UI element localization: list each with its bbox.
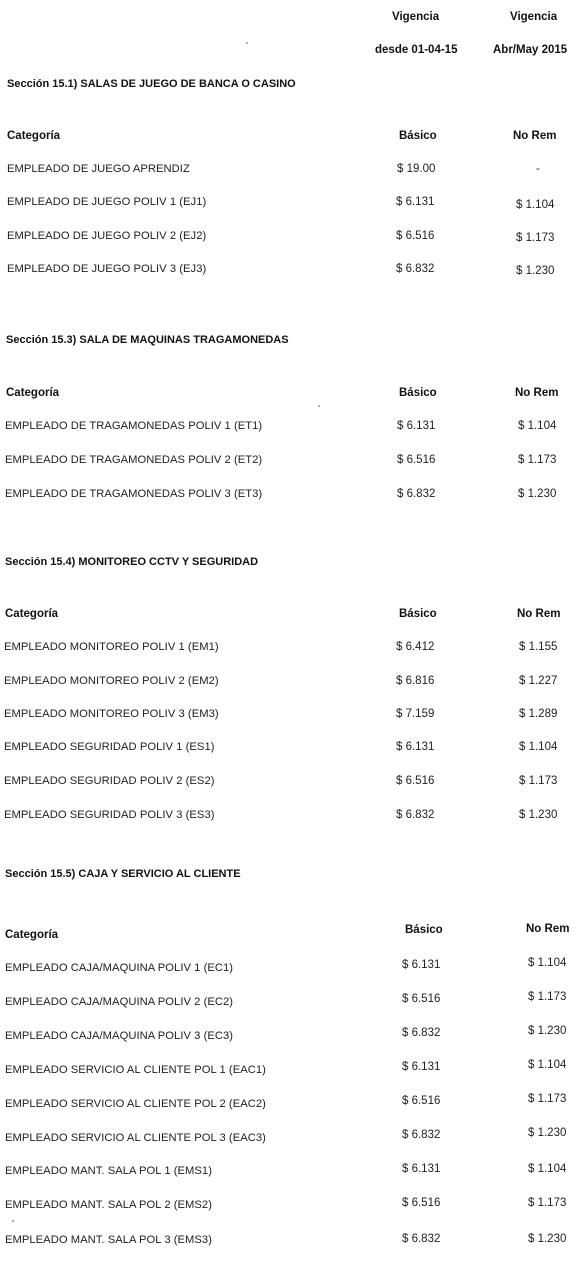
row-categoria: EMPLEADO SERVICIO AL CLIENTE POL 3 (EAC3)	[5, 1132, 266, 1144]
row-norem: $ 1.230	[516, 265, 555, 277]
row-norem: $ 1.230	[528, 1127, 567, 1139]
row-categoria: EMPLEADO CAJA/MAQUINA POLIV 1 (EC1)	[5, 962, 234, 974]
col-header-categoria: Categoría	[5, 608, 59, 620]
row-basico: $ 6.516	[396, 775, 435, 787]
scan-speck	[318, 405, 320, 407]
row-basico: $ 6.131	[396, 741, 435, 753]
row-categoria: EMPLEADO SEGURIDAD POLIV 1 (ES1)	[4, 741, 215, 753]
col-header-basico: Básico	[399, 130, 437, 142]
row-norem: -	[536, 163, 540, 175]
row-categoria: EMPLEADO DE JUEGO APRENDIZ	[7, 163, 190, 175]
row-basico: $ 6.516	[402, 1197, 441, 1209]
row-categoria: EMPLEADO DE TRAGAMONEDAS POLIV 1 (ET1)	[5, 420, 263, 432]
vigencia-1-label: Vigencia	[392, 11, 440, 23]
row-basico: $ 6.412	[396, 641, 435, 653]
row-basico: $ 6.832	[402, 1027, 441, 1039]
section-title: Sección 15.1) SALAS DE JUEGO DE BANCA O CASINO	[7, 78, 296, 90]
row-categoria: EMPLEADO SERVICIO AL CLIENTE POL 1 (EAC1)	[5, 1064, 266, 1076]
col-header-basico: Básico	[405, 924, 443, 936]
vigencia-1-date: desde 01-04-15	[375, 44, 458, 56]
row-norem: $ 1.230	[519, 809, 558, 821]
row-norem: $ 1.230	[518, 488, 557, 500]
row-norem: $ 1.104	[518, 420, 557, 432]
row-basico: $ 6.131	[396, 196, 435, 208]
row-basico: $ 7.159	[396, 708, 435, 720]
row-norem: $ 1.155	[519, 641, 558, 653]
col-header-norem: No Rem	[513, 130, 557, 142]
row-basico: $ 19.00	[397, 163, 436, 175]
row-norem: $ 1.104	[528, 1059, 567, 1071]
row-categoria: EMPLEADO CAJA/MAQUINA POLIV 3 (EC3)	[5, 1030, 234, 1042]
row-categoria: EMPLEADO MONITOREO POLIV 2 (EM2)	[4, 675, 219, 687]
row-norem: $ 1.230	[528, 1025, 567, 1037]
row-norem: $ 1.230	[528, 1233, 567, 1245]
row-norem: $ 1.104	[528, 957, 567, 969]
row-norem: $ 1.173	[528, 991, 567, 1003]
row-basico: $ 6.516	[396, 230, 435, 242]
row-basico: $ 6.131	[402, 1061, 441, 1073]
row-categoria: EMPLEADO MANT. SALA POL 1 (EMS1)	[5, 1165, 212, 1177]
row-norem: $ 1.173	[528, 1093, 567, 1105]
row-basico: $ 6.516	[402, 1095, 441, 1107]
row-categoria: EMPLEADO DE JUEGO POLIV 2 (EJ2)	[7, 230, 207, 242]
row-norem: $ 1.173	[516, 232, 555, 244]
row-norem: $ 1.104	[516, 199, 555, 211]
row-basico: $ 6.832	[397, 488, 436, 500]
row-norem: $ 1.173	[518, 454, 557, 466]
row-categoria: EMPLEADO CAJA/MAQUINA POLIV 2 (EC2)	[5, 996, 234, 1008]
row-norem: $ 1.289	[519, 708, 558, 720]
col-header-categoria: Categoría	[7, 130, 61, 142]
row-norem: $ 1.227	[519, 675, 558, 687]
col-header-norem: No Rem	[515, 387, 559, 399]
row-categoria: EMPLEADO DE TRAGAMONEDAS POLIV 2 (ET2)	[5, 454, 263, 466]
row-norem: $ 1.104	[519, 741, 558, 753]
row-basico: $ 6.131	[402, 959, 441, 971]
col-header-basico: Básico	[399, 608, 437, 620]
row-basico: $ 6.131	[397, 420, 436, 432]
row-basico: $ 6.516	[397, 454, 436, 466]
scan-speck	[12, 1220, 14, 1222]
section-title: Sección 15.3) SALA DE MAQUINAS TRAGAMONEDAS	[6, 334, 289, 346]
row-categoria: EMPLEADO DE JUEGO POLIV 1 (EJ1)	[7, 196, 207, 208]
row-norem: $ 1.104	[528, 1163, 567, 1175]
col-header-basico: Básico	[399, 387, 437, 399]
row-categoria: EMPLEADO DE JUEGO POLIV 3 (EJ3)	[7, 263, 207, 275]
row-basico: $ 6.832	[396, 263, 435, 275]
row-basico: $ 6.816	[396, 675, 435, 687]
col-header-categoria: Categoría	[6, 387, 60, 399]
row-categoria: EMPLEADO DE TRAGAMONEDAS POLIV 3 (ET3)	[5, 488, 263, 500]
col-header-categoria: Categoría	[5, 929, 59, 941]
row-categoria: EMPLEADO SEGURIDAD POLIV 2 (ES2)	[4, 775, 215, 787]
row-basico: $ 6.832	[396, 809, 435, 821]
col-header-norem: No Rem	[517, 608, 561, 620]
row-categoria: EMPLEADO MANT. SALA POL 3 (EMS3)	[5, 1234, 212, 1246]
section-title: Sección 15.5) CAJA Y SERVICIO AL CLIENTE	[5, 868, 241, 880]
vigencia-2-date: Abr/May 2015	[493, 44, 568, 56]
row-categoria: EMPLEADO MANT. SALA POL 2 (EMS2)	[5, 1199, 212, 1211]
row-basico: $ 6.832	[402, 1129, 441, 1141]
row-basico: $ 6.131	[402, 1163, 441, 1175]
row-norem: $ 1.173	[528, 1197, 567, 1209]
row-categoria: EMPLEADO SERVICIO AL CLIENTE POL 2 (EAC2)	[5, 1098, 266, 1110]
row-categoria: EMPLEADO SEGURIDAD POLIV 3 (ES3)	[4, 809, 215, 821]
col-header-norem: No Rem	[526, 923, 570, 935]
vigencia-2-label: Vigencia	[510, 11, 558, 23]
row-categoria: EMPLEADO MONITOREO POLIV 1 (EM1)	[4, 641, 219, 653]
section-title: Sección 15.4) MONITOREO CCTV Y SEGURIDAD	[5, 556, 259, 568]
row-norem: $ 1.173	[519, 775, 558, 787]
scan-speck	[246, 42, 248, 44]
row-basico: $ 6.832	[402, 1233, 441, 1245]
row-categoria: EMPLEADO MONITOREO POLIV 3 (EM3)	[4, 708, 219, 720]
row-basico: $ 6.516	[402, 993, 441, 1005]
